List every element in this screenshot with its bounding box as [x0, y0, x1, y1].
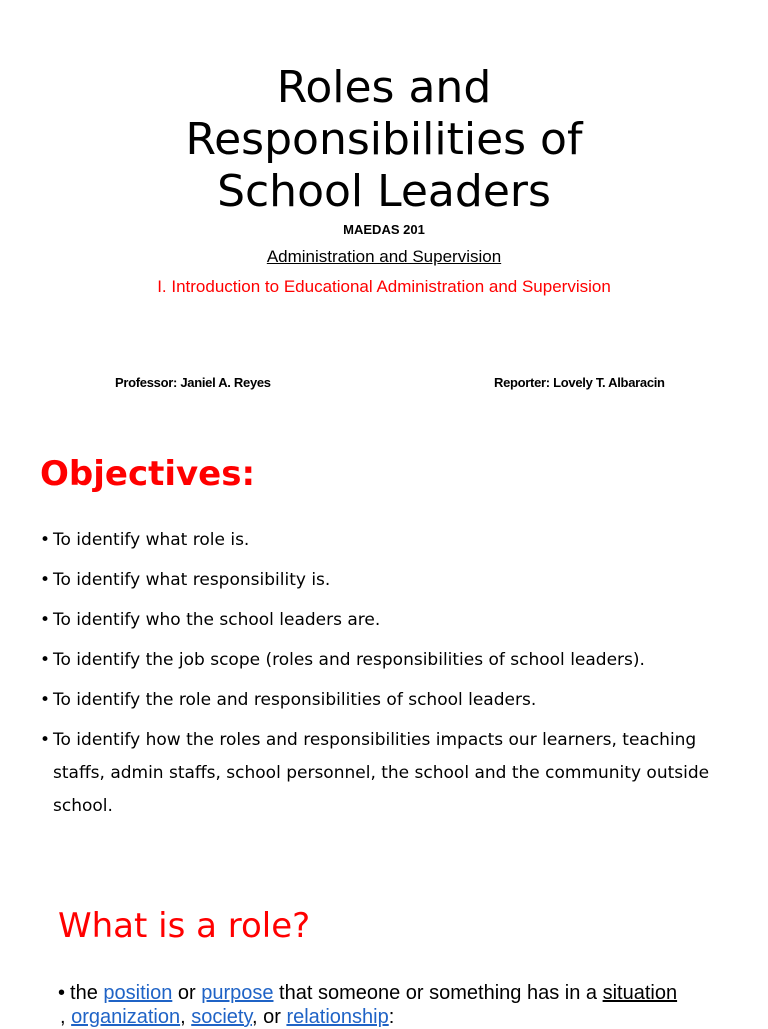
definition-line-2: [58, 1005, 738, 1029]
objectives-list: [40, 524, 730, 830]
list-item: • To identify what role is.: [40, 524, 730, 557]
objectives-heading: Objectives:: [40, 454, 256, 494]
title-line-2: Responsibilities of: [185, 114, 583, 165]
list-item: • To identify the job scope (roles and responsibilities of school leaders).: [40, 644, 730, 677]
definition-text: :: [388, 1006, 395, 1028]
definition-text: that someone or something has in a: [273, 982, 603, 1004]
definition-text: the: [70, 982, 104, 1004]
professor-label: Professor: Janiel A. Reyes: [115, 375, 271, 390]
definition-text: or: [172, 982, 202, 1004]
link-relationship[interactable]: relationship: [286, 1006, 389, 1028]
presentation-title: [0, 62, 768, 218]
list-item: • To identify what responsibility is.: [40, 564, 730, 597]
role-heading: What is a role?: [58, 906, 311, 946]
title-line-1: Roles and: [276, 62, 492, 113]
list-item: • To identify how the roles and responsibilities impacts our learners, teaching staffs, admin staffs, school personnel, the school and the community outside school.: [40, 724, 730, 823]
course-code: MAEDAS 201: [343, 222, 425, 237]
definition-text: ,: [180, 1006, 192, 1028]
title-line-3: School Leaders: [217, 166, 551, 217]
list-item: • To identify who the school leaders are.: [40, 604, 730, 637]
link-position[interactable]: position: [103, 982, 173, 1004]
definition-text: ,: [60, 1006, 72, 1028]
link-organization[interactable]: organization: [71, 1006, 181, 1028]
bullet: •: [58, 982, 66, 1004]
objectives-slide: [0, 432, 768, 872]
link-society[interactable]: society: [191, 1006, 252, 1028]
link-purpose[interactable]: purpose: [201, 982, 274, 1004]
title-slide: [0, 0, 768, 430]
role-definition: [58, 981, 738, 1029]
topic-subtitle: I. Introduction to Educational Administration and Supervision: [157, 277, 611, 296]
course-name: Administration and Supervision: [266, 247, 502, 266]
role-definition-slide: [0, 874, 768, 1028]
reporter-label: Reporter: Lovely T. Albaracin: [494, 375, 665, 390]
definition-text: , or: [251, 1006, 287, 1028]
underlined-situation: situation: [602, 982, 678, 1004]
list-item: • To identify the role and responsibilities of school leaders.: [40, 684, 730, 717]
